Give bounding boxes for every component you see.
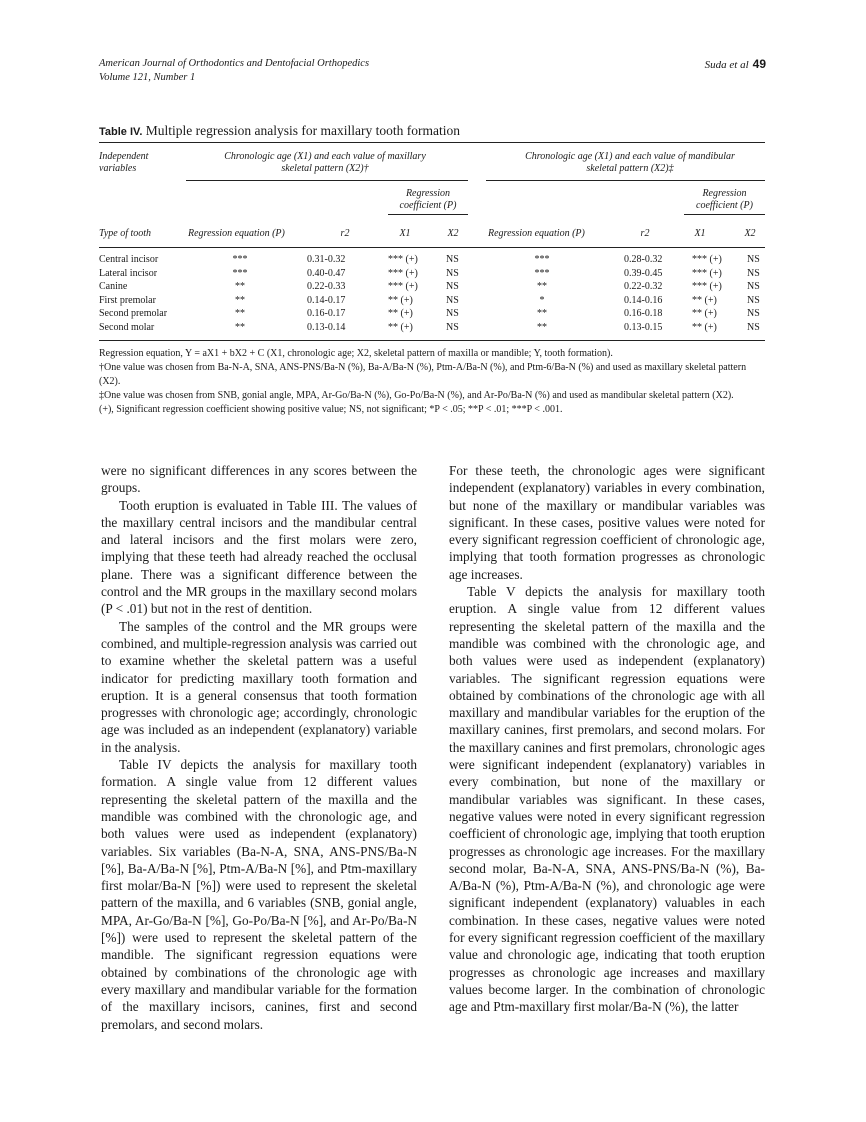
- col-x1-mand: [692, 253, 722, 334]
- table-cell: **: [235, 308, 245, 319]
- table-cell: NS: [446, 294, 459, 306]
- header-reg-eq-right: Regression equation (P): [488, 228, 585, 239]
- table-cell: **: [235, 281, 245, 292]
- footnote: †One value was chosen from Ba-N-A, SNA, ANS-PNS/Ba-N (%), Ba-A/Ba-N (%), Ptm-A/Ba-N (%), and Ptm-6/Ba-N (%) and used as maxillary skeletal pattern (X2).: [99, 362, 747, 387]
- table-cell: Second premolar: [99, 308, 168, 319]
- body-column-right: [449, 462, 765, 1016]
- table-bottom-rule: [99, 340, 765, 341]
- table-cell: Lateral incisor: [99, 267, 158, 279]
- table-cell: ** (+): [388, 294, 413, 306]
- col-eq-max: [215, 253, 265, 334]
- page-number: 49: [752, 57, 766, 71]
- table-caption: Multiple regression analysis for maxillary tooth formation: [145, 123, 460, 138]
- table-cell: *** (+): [692, 267, 722, 279]
- table-cell: ** (+): [692, 294, 717, 306]
- header-x2-left: X2: [447, 228, 459, 239]
- table-cell: NS: [747, 308, 760, 319]
- table-cell: NS: [446, 281, 459, 292]
- footnote: ‡One value was chosen from SNB, gonial angle, MPA, Ar-Go/Ba-N (%), Go-Po/Ba-N (%), and Ar-Po/Ba-N (%) and used as mandibular skeletal pattern (X2).: [99, 390, 734, 401]
- table-cell: NS: [747, 267, 760, 279]
- table-cell: NS: [446, 321, 459, 333]
- table-title: [99, 123, 460, 139]
- header-bottom-rule: [99, 247, 765, 248]
- table-cell: ***: [232, 267, 248, 279]
- header-x2-right: X2: [744, 228, 756, 239]
- col-x1-max: [388, 253, 418, 334]
- table-cell: ** (+): [388, 321, 413, 333]
- header-reg-eq-left: Regression equation (P): [188, 228, 285, 239]
- coef-rule-left: [388, 214, 468, 215]
- table-cell: ***: [232, 254, 248, 265]
- table-cell: ***: [534, 267, 550, 279]
- paragraph: For these teeth, the chronologic ages were significant independent (explanatory) variables in every combination, but none of the maxillary or mandibular variables was significant. In these cases, positive values were noted for every significant regression coefficient of chronologic age, implying that tooth formation progresses as chronologic age increases.: [449, 463, 765, 582]
- col-tooth: [99, 253, 167, 334]
- table-cell: 0.16-0.18: [624, 308, 663, 319]
- table-cell: NS: [446, 267, 459, 279]
- table-cell: 0.14-0.16: [624, 294, 663, 306]
- body-column-left: [101, 462, 417, 1033]
- col-eq-mand: [517, 253, 567, 334]
- table-cell: First premolar: [99, 294, 156, 306]
- table-cell: *** (+): [388, 254, 418, 265]
- col-r2-mand: [624, 253, 662, 334]
- table-cell: ** (+): [692, 308, 717, 319]
- coef-rule-right: [684, 214, 765, 215]
- col-x2-mand: [747, 253, 760, 334]
- table-cell: **: [235, 321, 245, 333]
- header-group-mandibular: Chronologic age (X1) and each value of mandibular skeletal pattern (X2)‡: [525, 151, 735, 174]
- running-header-page: [705, 57, 766, 71]
- table-cell: 0.13-0.14: [307, 321, 346, 333]
- table-cell: 0.39-0.45: [624, 267, 663, 279]
- table-cell: ** (+): [692, 321, 717, 333]
- table-cell: NS: [747, 321, 760, 333]
- table-cell: Second molar: [99, 321, 155, 333]
- table-cell: NS: [747, 254, 760, 265]
- table-cell: NS: [446, 254, 459, 265]
- header-reg-coef-left: Regression coefficient (P): [399, 188, 457, 211]
- table-cell: **: [537, 321, 547, 333]
- table-label: Table IV.: [99, 126, 143, 138]
- table-cell: *** (+): [388, 281, 418, 292]
- header-r2-right: r2: [640, 228, 650, 239]
- paragraph: Table IV depicts the analysis for maxillary tooth formation. A single value from 12 different values representing the skeletal pattern of the maxilla and the mandible was combined with the chronologic age, and both values were used as independent (explanatory) variables. Six variables (Ba-N-A, SNA, ANS-PNS/Ba-N [%], Ba-A/Ba-N [%], Ptm-A/Ba-N [%], and Ptm-maxillary first molar/Ba-N [%]) were used to represent the skeletal pattern of the maxilla, and 6 variables (SNB, gonial angle, MPA, Ar-Go/Ba-N [%], Go-Po/Ba-N [%], and Ar-Po/Ba-N [%]) were used to represent the skeletal pattern of the mandible. The significant regression equations were obtained by combinations of the chronologic age with every maxillary and mandibular variable for the formation of the maxillary incisors, canines, first and second premolars, and second molars.: [101, 757, 417, 1032]
- group-rule-mandibular: [486, 180, 765, 181]
- table-cell: ***: [534, 254, 550, 265]
- header-x1-left: X1: [399, 228, 411, 239]
- table-cell: **: [537, 308, 547, 319]
- table-cell: *** (+): [692, 254, 722, 265]
- table-cell: 0.22-0.33: [307, 281, 346, 292]
- journal-name: American Journal of Orthodontics and Dentofacial Orthopedics: [99, 58, 370, 69]
- table-cell: Canine: [99, 281, 128, 292]
- table-cell: 0.22-0.32: [624, 281, 663, 292]
- header-r2-left: r2: [340, 228, 350, 239]
- author-line: Suda et al: [704, 59, 749, 71]
- col-r2-max: [307, 253, 345, 334]
- paragraph: Tooth eruption is evaluated in Table III. The values of the maxillary central incisors and the mandibular central and lateral incisors and the first molars were zero, implying that these teeth had already reached the occlusal plane. There was a significant difference between the control and the MR groups in the maxillary second molars (P < .01) but not in the rest of dentition.: [101, 497, 417, 617]
- table-cell: 0.31-0.32: [307, 254, 346, 265]
- header-x1-right: X1: [694, 228, 706, 239]
- table-cell: 0.13-0.15: [624, 321, 663, 333]
- table-cell: *** (+): [692, 281, 722, 292]
- header-independent-variables: Independent variables: [99, 151, 149, 174]
- table-footnotes: [99, 347, 765, 417]
- table-cell: NS: [747, 294, 760, 306]
- table-cell: 0.28-0.32: [624, 254, 663, 265]
- footnote: Regression equation, Y = aX1 + bX2 + C (X1, chronologic age; X2, skeletal pattern of maxilla or mandible; Y, tooth formation).: [99, 348, 613, 359]
- table-cell: NS: [446, 308, 459, 319]
- table-cell: 0.14-0.17: [307, 294, 346, 306]
- paragraph: The samples of the control and the MR groups were combined, and multiple-regression analysis was carried out to examine whether the skeletal pattern was a useful indicator for predicting maxillary tooth formation and eruption. It is a general consensus that tooth formation progresses with chronologic age; accordingly, chronologic age was included as an independent (explanatory) variable in the analysis.: [101, 618, 417, 755]
- paragraph: Table V depicts the analysis for maxillary tooth eruption. A single value from 12 different values representing the skeletal pattern of the maxilla and the mandible was combined with the chronologic age, and both values were used as independent (explanatory) variables. The significant regression equations were obtained by combinations of the chronologic age with all maxillary and mandibular variables for the eruption of the maxillary canines, first premolars, and second molars. For the maxillary canines and first premolars, chronologic ages were significant independent (explanatory) variables in every combination, but none of the maxillary or mandibular variables was significant. In these cases, negative values were noted in every significant regression coefficient of chronologic age, implying that tooth eruption progresses as chronologic age increases. For the maxillary second molar, Ba-N-A, SNA, ANS-PNS/Ba-N (%), Ba-A/Ba-N (%), Ptm-A/Ba-N (%), and chronologic age were significant independent (explanatory) valuables in each combination. In these cases, negative values were noted for every significant regression coefficient of the maxillary value and chronologic age, indicating that tooth eruption progresses as chronologic age increases and maxillary values become larger. In the combination of chronologic age and Ptm-maxillary first molar/Ba-N (%), the latter: [449, 584, 765, 1015]
- table-cell: Central incisor: [99, 254, 159, 265]
- paragraph: were no significant differences in any scores between the groups.: [101, 463, 417, 496]
- header-group-maxillary: Chronologic age (X1) and each value of maxillary skeletal pattern (X2)†: [224, 151, 426, 174]
- table-top-rule: [99, 142, 765, 143]
- table-cell: ** (+): [388, 308, 413, 319]
- table-cell: **: [537, 281, 547, 292]
- table-cell: NS: [747, 281, 760, 292]
- running-header-journal: [99, 57, 369, 85]
- table-cell: **: [235, 294, 245, 306]
- journal-volume: Volume 121, Number 1: [99, 72, 196, 83]
- header-type-of-tooth: Type of tooth: [99, 228, 152, 239]
- col-x2-max: [446, 253, 459, 334]
- table-cell: 0.40-0.47: [307, 267, 346, 279]
- table-cell: *: [539, 294, 545, 306]
- footnote: (+), Significant regression coefficient showing positive value; NS, not significant; *P < .05; **P < .01; ***P < .001.: [99, 404, 563, 415]
- header-reg-coef-right: Regression coefficient (P): [696, 188, 753, 211]
- table-cell: 0.16-0.17: [307, 308, 346, 319]
- table-cell: *** (+): [388, 267, 418, 279]
- group-rule-maxillary: [186, 180, 468, 181]
